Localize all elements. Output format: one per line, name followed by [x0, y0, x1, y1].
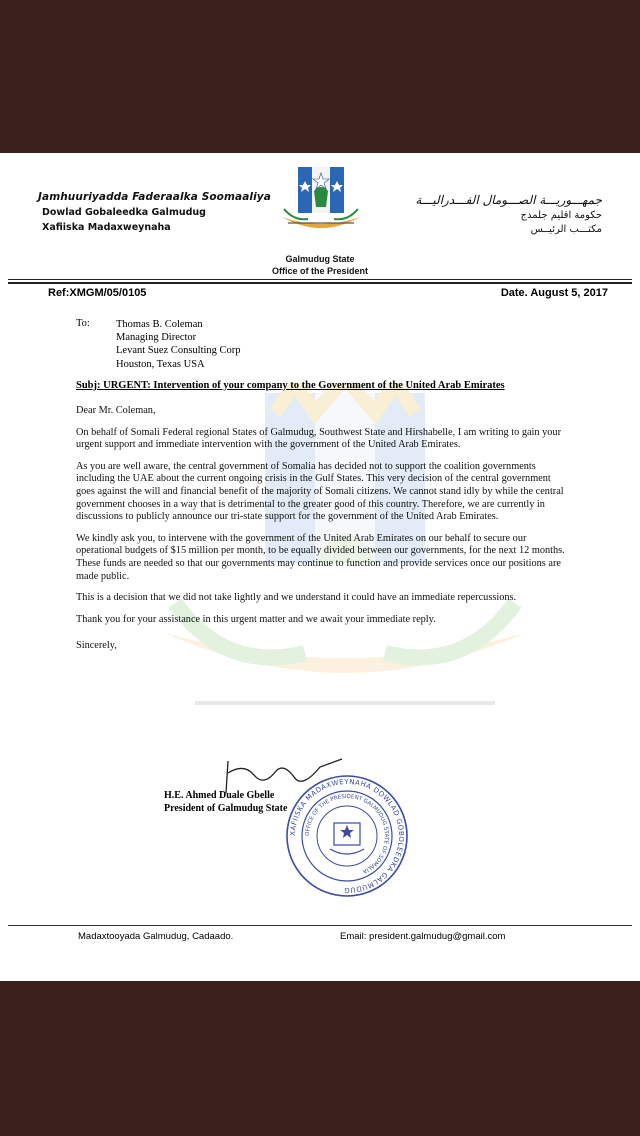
signer-block — [164, 789, 287, 815]
official-seal-icon — [282, 771, 412, 901]
recipient-line: Thomas B. Coleman — [116, 319, 203, 330]
header-right — [415, 193, 602, 235]
reference-number: Ref:XMGM/05/0105 — [48, 287, 147, 299]
header-divider — [8, 279, 632, 280]
letter-date: Date. August 5, 2017 — [500, 287, 608, 299]
paragraph: On behalf of Somali Federal regional States of Galmudug, Southwest State and Hirshabelle, I am writing to gain your urgent support and immediate intervention with the government of the United Arab Emirates. — [76, 426, 561, 451]
header-left — [38, 191, 271, 233]
header-divider-thick — [8, 282, 632, 284]
subject-line: Subj: URGENT: Intervention of your company to the Government of the United Arab Emirates — [76, 380, 505, 391]
closing: Sincerely, — [76, 640, 117, 652]
letter-page — [0, 153, 640, 981]
recipient-line: Levant Suez Consulting Corp — [116, 345, 241, 357]
header-left-line1: Jamhuuriyadda Faderaalka Soomaaliya — [38, 191, 271, 203]
recipient-address — [116, 318, 241, 371]
footer-address: Madaxtooyada Galmudug, Cadaado. — [78, 931, 234, 942]
header-left-line2: Dowlad Gobaleedka Galmudug — [42, 207, 206, 218]
to-label: To: — [76, 318, 90, 329]
signer-title: President of Galmudug State — [164, 803, 288, 814]
header-right-line1: جمهـــوريـــة الصـــومال الفـــدراليـــة — [415, 193, 602, 207]
paragraph: As you are well aware, the central government of Somalia has decided not to support the coalition governments including the UAE about the current ongoing crisis in the Gulf States. This very decision of the central government goes against the will and financial benefit of the majority of Somali citizens. We cannot stand idly by while the central government chooses in a way that is detrimental to the greater good of this country. Therefore, we are currently in discussions to publicly announce our tri-state support for the government of the United Arab Emirates. — [76, 460, 564, 523]
office-caption — [250, 253, 390, 277]
header-right-line2: حكومة اقليم جلمدج — [520, 210, 602, 221]
seal-inner-text: OFFICE OF THE PRESIDENT GALMUDUG STATE OF SOMALIA — [304, 793, 390, 875]
footer-divider — [8, 925, 632, 926]
signer-name: H.E. Ahmed Duale Gbelle — [164, 790, 275, 801]
galmudug-emblem-icon — [278, 161, 364, 241]
recipient-line: Houston, Texas USA — [116, 358, 205, 370]
paragraph: Thank you for your assistance in this urgent matter and we await your immediate reply. — [76, 613, 436, 625]
header-right-line3: مكتـــب الرئيــس — [530, 224, 602, 235]
letter-body — [76, 405, 570, 662]
seal-outer-text: XAFIISKA MADAXWEYNAHA DOWLAD GOBOLEEDKA GALMUDUG — [288, 777, 406, 895]
recipient-line: Managing Director — [116, 332, 197, 344]
header-left-line3: Xafiiska Madaxweynaha — [42, 222, 171, 233]
salutation: Dear Mr. Coleman, — [76, 405, 156, 416]
center-line2: Office of the President — [271, 266, 369, 276]
center-line1: Galmudug State — [285, 254, 355, 264]
paragraph: We kindly ask you, to intervene with the government of the United Arab Emirates on our behalf to secure our operational budgets of $15 million per month, to be equally divided between our governments, for the next 12 months. These funds are needed so that our governments may continue to function and provide services once our positions are made public. — [76, 532, 565, 582]
footer-email: Email: president.galmudug@gmail.com — [340, 931, 506, 942]
paragraph: This is a decision that we did not take lightly and we understand it could have an immediate repercussions. — [76, 592, 517, 604]
